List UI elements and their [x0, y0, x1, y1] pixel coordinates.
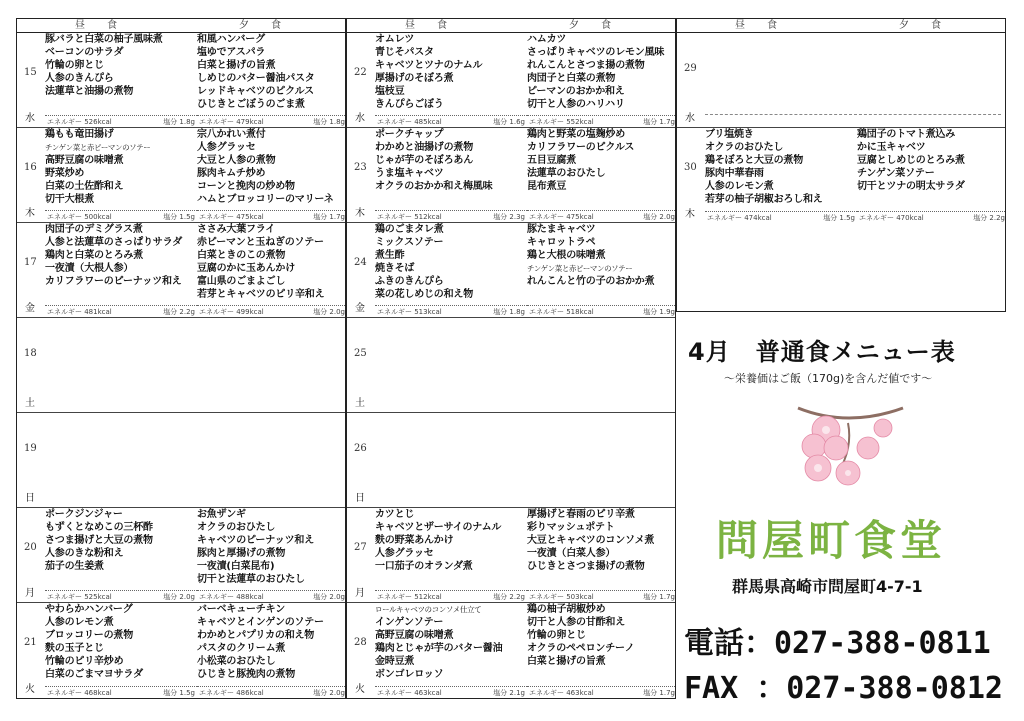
weekday: 火: [355, 684, 365, 695]
menu-item: 鶏肉と白菜のとろみ煮: [45, 250, 143, 261]
menu-item: 厚揚げのそぼろ煮: [375, 73, 454, 84]
energy-value: エネルギー 470kcal: [859, 213, 924, 222]
menu-column-2: [346, 18, 676, 699]
lunch-menu: [375, 508, 527, 590]
menu-item: 切干と人参の甘酢和え: [527, 617, 625, 628]
menu-item: 若芽とキャベツのピリ辛和え: [197, 289, 325, 300]
menu-item: 大豆とキャベツのコンソメ煮: [527, 535, 655, 546]
menu-item: オムレツ: [375, 34, 415, 45]
energy-value: エネルギー 503kcal: [529, 592, 594, 601]
dinner-header: 夕 食: [569, 20, 617, 31]
menu-item: 鶏のごまタレ煮: [375, 224, 444, 235]
weekday: 金: [355, 303, 365, 314]
day-cell: [17, 508, 345, 603]
menu-item: 白菜と揚げの旨煮: [197, 60, 276, 71]
menu-item: 豆腐としめじのとろみ煮: [857, 155, 965, 166]
dinner-menu: [197, 33, 345, 115]
day-cell: [347, 508, 675, 603]
menu-item: 鶏肉とじゃが芋のバター醤油: [375, 643, 503, 654]
energy-value: エネルギー 499kcal: [199, 307, 264, 316]
salt-value: 塩分 2.0g: [313, 592, 345, 601]
nutrition-footer: [375, 115, 527, 127]
weekday: 木: [25, 208, 35, 219]
menu-item: チンゲン菜と赤ピーマンのソテー: [45, 143, 151, 152]
day-cell: [17, 318, 345, 413]
menu-item: ポークチャップ: [375, 129, 444, 140]
energy-value: エネルギー 518kcal: [529, 307, 594, 316]
salt-value: 塩分 1.8g: [313, 117, 345, 126]
shop-name: 問屋町食堂: [716, 516, 947, 565]
menu-item: 人参のレモン煮: [45, 617, 114, 628]
info-panel: [678, 318, 1008, 713]
menu-item: 麩の玉子とじ: [45, 643, 104, 654]
nutrition-footer: [527, 210, 675, 222]
menu-item: 鶏そぼろと大豆の煮物: [705, 155, 803, 166]
sakura-illustration: [778, 388, 908, 508]
weekday: 火: [25, 684, 35, 695]
menu-item: 富山県のごまよごし: [197, 276, 286, 287]
salt-value: 塩分 1.7g: [643, 592, 675, 601]
menu-item: 和風ハンバーグ: [197, 34, 265, 45]
menu-column-3: [676, 18, 1006, 312]
salt-value: 塩分 1.5g: [163, 688, 195, 697]
nutrition-footer: [197, 686, 345, 698]
salt-value: 塩分 2.2g: [493, 592, 525, 601]
menu-item: 白菜と揚げの旨煮: [527, 656, 606, 667]
menu-item: 塩ゆでアスパラ: [197, 47, 266, 58]
menu-item: 鶏の柚子胡椒炒め: [527, 604, 606, 615]
menu-item: 野菜炒め: [45, 168, 85, 179]
day-label: [17, 508, 45, 602]
menu-item: ブリ塩焼き: [705, 129, 754, 140]
day-cell: [17, 413, 345, 508]
day-label: [17, 223, 45, 317]
menu-item: オクラのおひたし: [705, 142, 784, 153]
lunch-menu: [375, 33, 527, 115]
energy-value: エネルギー 474kcal: [707, 213, 772, 222]
menu-item: 高野豆腐の味噌煮: [375, 630, 454, 641]
day-number: 17: [24, 256, 37, 268]
nutrition-footer: [527, 115, 675, 127]
energy-value: エネルギー 463kcal: [529, 688, 594, 697]
nutrition-footer: [375, 305, 527, 317]
dinner-header: 夕 食: [899, 20, 947, 31]
salt-value: 塩分 2.2g: [973, 213, 1005, 222]
column-header: [347, 19, 675, 33]
menu-item: 白菜の土佐酢和え: [45, 181, 124, 192]
menu-item: ピーマンのおかか和え: [527, 86, 625, 97]
menu-item: しめじのバター醤油パスタ: [197, 73, 315, 84]
day-cell: [677, 33, 1005, 128]
weekday: 木: [355, 208, 365, 219]
menu-item: ミックスソテー: [375, 237, 444, 248]
menu-item: キャベツのピーナッツ和え: [197, 535, 314, 546]
lunch-menu: [705, 128, 857, 211]
day-cell: [17, 128, 345, 223]
menu-item: ひじきと豚挽肉の煮物: [197, 669, 295, 680]
day-number: 22: [354, 66, 367, 78]
energy-value: エネルギー 481kcal: [47, 307, 112, 316]
menu-item: 豆腐のかに玉あんかけ: [197, 263, 295, 274]
menu-item: 豚肉中華春雨: [705, 168, 764, 179]
day-number: 28: [354, 636, 367, 648]
day-cell: [17, 603, 345, 698]
day-cell: [347, 223, 675, 318]
column-header: [677, 19, 1005, 33]
dinner-menu: [527, 223, 675, 305]
day-cell: [347, 33, 675, 128]
energy-value: エネルギー 513kcal: [377, 307, 442, 316]
blank-line: [705, 114, 1001, 115]
menu-item: もずくとなめこの三杯酢: [45, 522, 153, 533]
menu-item: キャベツとインゲンのソテー: [197, 617, 324, 628]
nutrition-footer: [375, 210, 527, 222]
energy-value: エネルギー 525kcal: [47, 592, 112, 601]
dinner-menu: [197, 508, 345, 590]
day-number: 26: [354, 443, 367, 454]
salt-value: 塩分 2.0g: [313, 307, 345, 316]
menu-item: 人参と法蓮草のさっぱりサラダ: [45, 237, 183, 248]
nutrition-footer: [857, 211, 1005, 223]
menu-item: ハムカツ: [527, 34, 567, 45]
day-label: [17, 33, 45, 127]
lunch-menu: [45, 33, 197, 115]
weekday: 水: [685, 113, 695, 124]
menu-item: 竹輪のピリ辛炒め: [45, 656, 124, 667]
menu-item: 五目豆腐煮: [527, 155, 576, 166]
dinner-menu: [527, 508, 675, 590]
menu-item: インゲンソテー: [375, 617, 444, 628]
menu-item: さつま揚げと大豆の煮物: [45, 535, 153, 546]
menu-item: 一夜漬(白菜昆布): [197, 561, 275, 572]
dinner-menu: [197, 603, 345, 686]
menu-item: わかめとパプリカの和え物: [197, 630, 315, 641]
menu-item: オクラのおひたし: [197, 522, 276, 533]
menu-item: ロールキャベツのコンソメ仕立て: [375, 605, 482, 614]
salt-value: 塩分 1.8g: [163, 117, 195, 126]
day-label: [347, 603, 375, 698]
dinner-menu: [527, 128, 675, 210]
lunch-menu: [45, 603, 197, 686]
menu-item: 一夜漬（白菜人参）: [527, 548, 616, 559]
menu-item: 鶏もも竜田揚げ: [45, 129, 114, 140]
day-label: [17, 413, 45, 507]
phone-number: 電話：027-388-0811: [684, 626, 991, 661]
lunch-header: 昼 食: [735, 20, 783, 31]
dinner-menu: [857, 128, 1005, 211]
menu-item: 白菜のごまマヨサラダ: [45, 669, 143, 680]
day-cell: [17, 33, 345, 128]
page-title: 4月 普通食メニュー表: [688, 338, 956, 366]
menu-item: カリフラワーのピーナッツ和え: [45, 276, 182, 287]
day-number: 23: [354, 161, 367, 173]
menu-item: じゃが芋のそぼろあん: [375, 155, 473, 166]
day-number: 15: [24, 66, 37, 78]
menu-item: カリフラワーのピクルス: [527, 142, 635, 153]
menu-item: わかめと油揚げの煮物: [375, 142, 473, 153]
day-number: 29: [684, 63, 697, 74]
nutrition-footer: [45, 590, 197, 602]
menu-item: 小松菜のおひたし: [197, 656, 276, 667]
day-cell: [347, 603, 675, 698]
day-number: 19: [24, 443, 37, 454]
menu-item: 肉団子と白菜の煮物: [527, 73, 616, 84]
menu-item: ささみ大葉フライ: [197, 224, 276, 235]
day-cell: [347, 318, 675, 413]
day-label: [347, 508, 375, 602]
menu-item: かに玉キャベツ: [857, 142, 926, 153]
salt-value: 塩分 2.0g: [163, 592, 195, 601]
menu-item: 宗八かれい煮付: [197, 129, 266, 140]
menu-item: 人参のきんぴら: [45, 73, 114, 84]
nutrition-footer: [375, 686, 527, 698]
energy-value: エネルギー 468kcal: [47, 688, 112, 697]
menu-item: カツとじ: [375, 509, 415, 520]
menu-item: れんこんとさつま揚の煮物: [527, 60, 645, 71]
menu-item: 人参グラッセ: [197, 142, 256, 153]
menu-item: チンゲン菜と赤ピーマンのソテー: [527, 264, 633, 273]
energy-value: エネルギー 475kcal: [199, 212, 264, 221]
weekday: 木: [685, 209, 695, 220]
menu-item: うま塩キャベツ: [375, 168, 444, 179]
column-header: [17, 19, 345, 33]
menu-item: 鶏と大根の味噌煮: [527, 250, 606, 261]
menu-item: ポークジンジャー: [45, 509, 123, 520]
lunch-header: 昼 食: [405, 20, 453, 31]
menu-item: やわらかハンバーグ: [45, 604, 133, 615]
energy-value: エネルギー 500kcal: [47, 212, 112, 221]
day-number: 18: [24, 348, 37, 359]
salt-value: 塩分 2.1g: [493, 688, 525, 697]
weekday: 月: [355, 588, 365, 599]
menu-item: 切干とツナの明太サラダ: [857, 181, 965, 192]
menu-item: 切干大根煮: [45, 194, 94, 205]
menu-item: オクラのおかか和え梅風味: [375, 181, 493, 192]
nutrition-footer: [45, 115, 197, 127]
energy-value: エネルギー 488kcal: [199, 592, 264, 601]
menu-item: 鶏肉と野菜の塩麹炒め: [527, 129, 625, 140]
menu-item: ひじきとごぼうのごま煮: [197, 99, 305, 110]
day-number: 27: [354, 541, 367, 553]
lunch-header: 昼 食: [75, 20, 123, 31]
lunch-menu: [45, 128, 197, 210]
nutrition-footer: [197, 590, 345, 602]
weekday: 土: [25, 398, 35, 409]
menu-item: 人参のきな粉和え: [45, 548, 124, 559]
menu-column-1: [16, 18, 346, 699]
nutrition-footer: [527, 305, 675, 317]
dinner-header: 夕 食: [239, 20, 287, 31]
energy-value: エネルギー 463kcal: [377, 688, 442, 697]
energy-value: エネルギー 512kcal: [377, 592, 442, 601]
address: 群馬県高崎市問屋町4-7-1: [732, 577, 923, 596]
menu-item: 塩枝豆: [375, 86, 405, 97]
energy-value: エネルギー 485kcal: [377, 117, 442, 126]
menu-item: 一口茄子のオランダ煮: [375, 561, 473, 572]
weekday: 水: [25, 113, 35, 124]
menu-item: ベーコンのサラダ: [45, 47, 124, 58]
menu-item: お魚ザンギ: [197, 509, 246, 520]
menu-item: 人参グラッセ: [375, 548, 434, 559]
menu-item: ひじきとさつま揚げの煮物: [527, 561, 645, 572]
day-label: [347, 413, 375, 507]
day-label: [347, 33, 375, 127]
energy-value: エネルギー 479kcal: [199, 117, 264, 126]
salt-value: 塩分 2.3g: [493, 212, 525, 221]
energy-value: エネルギー 526kcal: [47, 117, 112, 126]
subtitle: ～栄養価はご飯（170g)を含んだ値です～: [724, 372, 933, 385]
fax-number: FAX ：027-388-0812: [684, 671, 1003, 706]
menu-item: ボンゴレロッソ: [375, 669, 444, 680]
weekday: 日: [25, 493, 35, 504]
nutrition-footer: [45, 305, 197, 317]
menu-item: パスタのクリーム煮: [197, 643, 286, 654]
menu-item: 高野豆腐の味噌煮: [45, 155, 124, 166]
menu-item: 一夜漬（大根人参）: [45, 263, 134, 274]
nutrition-footer: [197, 210, 345, 222]
day-label: [347, 223, 375, 317]
weekday: 月: [25, 588, 35, 599]
day-cell: [347, 413, 675, 508]
dinner-menu: [527, 33, 675, 115]
day-cell: [17, 223, 345, 318]
menu-item: ハムとブロッコリーのマリーネ: [197, 194, 334, 205]
energy-value: エネルギー 552kcal: [529, 117, 594, 126]
lunch-menu: [375, 603, 527, 686]
nutrition-footer: [197, 115, 345, 127]
nutrition-footer: [197, 305, 345, 317]
dinner-menu: [527, 603, 675, 686]
menu-item: きんぴらごぼう: [375, 99, 444, 110]
lunch-menu: [375, 223, 527, 305]
nutrition-footer: [375, 590, 527, 602]
nutrition-footer: [45, 686, 197, 698]
menu-item: キャベツとツナのナムル: [375, 60, 483, 71]
salt-value: 塩分 2.0g: [643, 212, 675, 221]
nutrition-footer: [45, 210, 197, 222]
menu-item: 切干と人参のハリハリ: [527, 99, 625, 110]
energy-value: エネルギー 475kcal: [529, 212, 594, 221]
salt-value: 塩分 1.7g: [313, 212, 345, 221]
day-label: [17, 603, 45, 698]
day-number: 30: [684, 161, 697, 173]
weekday: 金: [25, 303, 35, 314]
salt-value: 塩分 1.6g: [493, 117, 525, 126]
menu-item: 切干と法蓮草のおひたし: [197, 574, 305, 585]
menu-item: 焼きそば: [375, 263, 415, 274]
salt-value: 塩分 2.0g: [313, 688, 345, 697]
day-cell: [677, 128, 1005, 223]
menu-item: チンゲン菜ソテー: [857, 168, 935, 179]
day-cell: [347, 128, 675, 223]
menu-item: 豚肉キムチ炒め: [197, 168, 266, 179]
menu-item: 豚肉と厚揚げの煮物: [197, 548, 286, 559]
day-number: 16: [24, 161, 37, 173]
day-label: [347, 318, 375, 412]
menu-item: 赤ピーマンと玉ねぎのソテー: [197, 237, 324, 248]
menu-item: 茄子の生姜煮: [45, 561, 104, 572]
day-label: [17, 318, 45, 412]
menu-item: 人参のレモン煮: [705, 181, 774, 192]
lunch-menu: [45, 508, 197, 590]
menu-item: さっぱりキャベツのレモン風味: [527, 47, 665, 58]
energy-value: エネルギー 512kcal: [377, 212, 442, 221]
nutrition-footer: [527, 686, 675, 698]
menu-item: 彩りマッシュポテト: [527, 522, 615, 533]
menu-item: 法蓮草のおひたし: [527, 168, 606, 179]
salt-value: 塩分 1.5g: [163, 212, 195, 221]
menu-item: 大豆と人参の煮物: [197, 155, 276, 166]
lunch-menu: [45, 223, 197, 305]
menu-item: 法蓮草と油揚の煮物: [45, 86, 134, 97]
energy-value: エネルギー 486kcal: [199, 688, 264, 697]
menu-item: 肉団子のデミグラス煮: [45, 224, 143, 235]
menu-item: オクラのペペロンチーノ: [527, 643, 635, 654]
menu-item: 厚揚げと春雨のピリ辛煮: [527, 509, 635, 520]
menu-item: れんこんと竹の子のおかか煮: [527, 276, 655, 287]
menu-item: 麩の野菜あんかけ: [375, 535, 454, 546]
menu-item: コーンと挽肉の炒め物: [197, 181, 295, 192]
menu-item: 鶏団子のトマト煮込み: [857, 129, 955, 140]
weekday: 日: [355, 493, 365, 504]
salt-value: 塩分 1.5g: [823, 213, 855, 222]
menu-item: キャロットラペ: [527, 237, 596, 248]
menu-item: 青じそパスタ: [375, 47, 434, 58]
salt-value: 塩分 1.7g: [643, 117, 675, 126]
day-label: [17, 128, 45, 222]
salt-value: 塩分 1.7g: [643, 688, 675, 697]
salt-value: 塩分 1.9g: [643, 307, 675, 316]
menu-item: 昆布煮豆: [527, 181, 567, 192]
menu-item: 竹輪の卵とじ: [527, 630, 586, 641]
day-number: 24: [354, 256, 367, 268]
menu-item: バーベキューチキン: [197, 604, 286, 615]
menu-item: レッドキャベツのピクルス: [197, 86, 314, 97]
menu-item: ブロッコリーの煮物: [45, 630, 133, 641]
day-label: [347, 128, 375, 222]
nutrition-footer: [527, 590, 675, 602]
menu-item: 若芽の柚子胡椒おろし和え: [705, 194, 823, 205]
nutrition-footer: [705, 211, 857, 223]
menu-item: 金時豆煮: [375, 656, 415, 667]
menu-item: 白菜ときのこの煮物: [197, 250, 286, 261]
day-number: 20: [24, 541, 37, 553]
salt-value: 塩分 1.8g: [493, 307, 525, 316]
salt-value: 塩分 2.2g: [163, 307, 195, 316]
menu-item: 煮生酢: [375, 250, 405, 261]
menu-item: キャベツとザーサイのナムル: [375, 522, 502, 533]
menu-item: 菜の花しめじの和え物: [375, 289, 473, 300]
weekday: 土: [355, 398, 365, 409]
day-number: 25: [354, 348, 367, 359]
day-label: [677, 33, 705, 127]
day-label: [677, 128, 705, 223]
menu-item: 豚バラと白菜の柚子風味煮: [45, 34, 163, 45]
menu-item: ふきのきんぴら: [375, 276, 444, 287]
menu-item: 竹輪の卵とじ: [45, 60, 104, 71]
weekday: 水: [355, 113, 365, 124]
menu-item: 豚たまキャベツ: [527, 224, 596, 235]
day-number: 21: [24, 636, 37, 648]
dinner-menu: [197, 223, 345, 305]
dinner-menu: [197, 128, 345, 210]
lunch-menu: [375, 128, 527, 210]
